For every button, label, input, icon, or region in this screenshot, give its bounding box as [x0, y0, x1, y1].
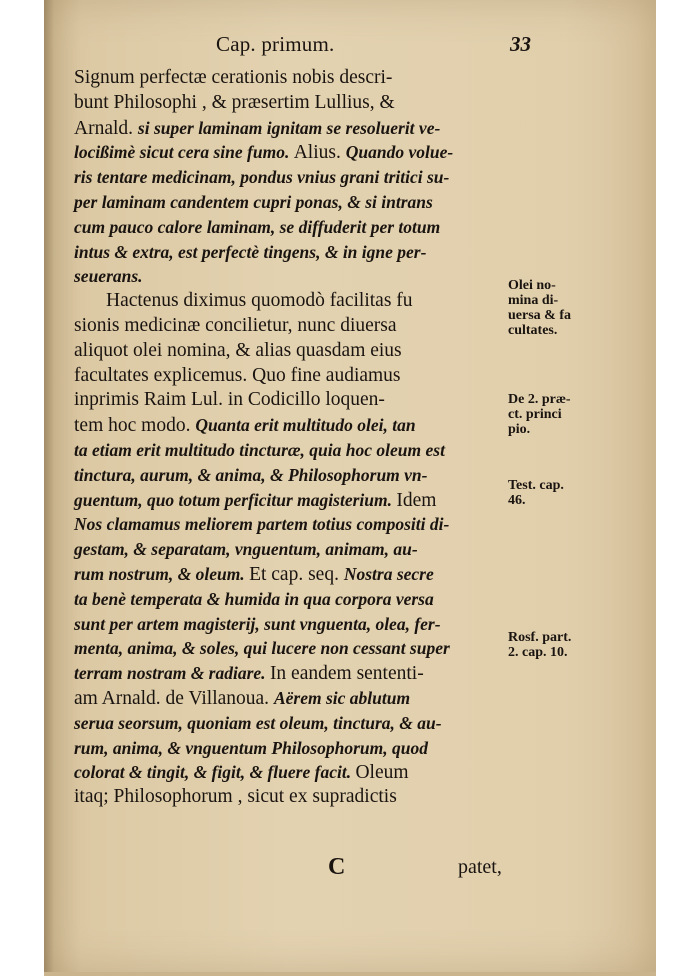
text-line — [74, 736, 514, 761]
italic-quotation: gestam, & separatam, vnguentum, animam, au- — [74, 539, 418, 560]
text-line — [74, 66, 514, 91]
text-line — [74, 711, 514, 736]
text-line — [74, 264, 514, 289]
signature-mark: C — [328, 854, 346, 880]
text-line — [74, 339, 514, 364]
roman-text: Arnald. — [74, 117, 138, 139]
text-line — [74, 463, 514, 488]
italic-quotation: seuerans. — [74, 266, 143, 287]
text-line — [74, 289, 514, 314]
text-line — [74, 488, 514, 513]
margin-note-line: Olei no- — [508, 278, 556, 293]
italic-quotation: guentum, quo totum perficitur magisterium. — [74, 489, 397, 510]
roman-text: Alius. — [293, 142, 346, 164]
roman-text: tem hoc modo. — [74, 415, 196, 437]
catchword: patet, — [458, 856, 502, 878]
text-line — [74, 91, 514, 116]
italic-quotation: rum nostrum, & oleum. — [74, 563, 250, 584]
margin-note-line: Test. cap. — [508, 478, 564, 493]
text-line — [74, 661, 514, 686]
margin-note-line: 46. — [508, 493, 526, 508]
italic-quotation: ris tentare medicinam, pondus vnius grani tritici su- — [74, 167, 450, 188]
italic-quotation: serua seorsum, quoniam est oleum, tinctura, & au- — [74, 712, 442, 733]
text-line — [74, 364, 514, 389]
text-line — [74, 165, 514, 190]
italic-quotation: Nos clamamus meliorem partem totius compositi di- — [74, 514, 450, 535]
text-line — [74, 587, 514, 612]
running-head: Cap. primum. — [216, 32, 335, 56]
roman-text: bunt Philosophi , & præsertim Lullius, & — [74, 91, 395, 113]
page-header — [44, 30, 656, 60]
italic-quotation: per laminam candentem cupri ponas, & si intrans — [74, 191, 433, 212]
folio-number: 33 — [510, 32, 531, 56]
text-line — [74, 562, 514, 587]
italic-quotation: sunt per artem magisterij, sunt vnguenta, olea, fer- — [74, 613, 441, 634]
text-line — [74, 512, 514, 537]
text-line — [74, 438, 514, 463]
margin-note — [508, 392, 571, 437]
margin-note-line: pio. — [508, 422, 531, 437]
roman-text: Et cap. seq. — [249, 563, 344, 585]
roman-text: Oleum — [355, 762, 409, 784]
margin-note-line: Rosf. part. — [508, 630, 572, 645]
italic-quotation: ta benè temperata & humida in qua corpora versa — [74, 588, 434, 609]
roman-text: inprimis Raim Lul. in Codicillo loquen- — [74, 389, 385, 411]
text-line — [74, 636, 514, 661]
roman-text: In eandem sententi- — [269, 663, 424, 685]
text-line — [74, 686, 514, 711]
roman-text: Signum perfectæ cerationis nobis descri- — [74, 67, 393, 88]
text-line — [74, 140, 514, 165]
italic-quotation: tinctura, aurum, & anima, & Philosophorum vn- — [74, 464, 428, 485]
roman-text: sionis medicinæ concilietur, nunc diuersa — [74, 314, 397, 336]
italic-quotation: rum, anima, & vnguentum Philosophorum, quod — [74, 737, 428, 758]
roman-text: am Arnald. de Villanoua. — [74, 687, 274, 709]
margin-note — [508, 278, 571, 338]
roman-text: aliquot olei nomina, & alias quasdam eius — [74, 339, 402, 361]
margin-note-line: 2. cap. 10. — [508, 645, 568, 660]
margin-note-line: De 2. præ- — [508, 392, 571, 407]
italic-quotation: Quanta erit multitudo olei, tan — [195, 415, 416, 436]
text-line — [74, 760, 514, 785]
text-line — [74, 413, 514, 438]
italic-quotation: Quando volue- — [345, 142, 454, 163]
margin-note-line: mina di- — [508, 293, 559, 308]
margin-note-line: uersa & fa — [508, 308, 571, 323]
margin-note — [508, 630, 571, 660]
roman-text: Idem — [396, 489, 437, 511]
text-line — [74, 612, 514, 637]
roman-text: facultates explicemus. Quo fine audiamus — [74, 364, 401, 386]
italic-quotation: Aërem sic ablutum — [273, 687, 411, 708]
text-line — [74, 240, 514, 265]
italic-quotation: colorat & tingit, & figit, & fluere facit. — [74, 762, 356, 783]
roman-text: Hactenus diximus quomodò facilitas fu — [106, 290, 413, 312]
margin-note — [508, 478, 564, 508]
italic-quotation: si super laminam ignitam se resoluerit ve- — [137, 117, 441, 138]
italic-quotation: Nostra secre — [343, 563, 434, 584]
text-line — [74, 388, 514, 413]
italic-quotation: menta, anima, & soles, qui lucere non cessant super — [74, 638, 450, 659]
italic-quotation: cum pauco calore laminam, se diffuderit per totum — [74, 216, 441, 237]
italic-quotation: ta etiam erit multitudo tincturæ, quia hoc oleum est — [74, 439, 445, 460]
text-line — [74, 190, 514, 215]
text-line — [74, 314, 514, 339]
body-text — [74, 66, 514, 810]
text-line — [74, 215, 514, 240]
margin-note-line: cultates. — [508, 323, 558, 338]
text-line — [74, 116, 514, 141]
page-bottom-edge — [44, 972, 656, 976]
text-line — [74, 785, 514, 810]
italic-quotation: terram nostram & radiare. — [74, 663, 270, 684]
text-line — [74, 537, 514, 562]
italic-quotation: locißimè sicut cera sine fumo. — [74, 142, 294, 163]
roman-text: itaq; Philosophorum , sicut ex supradictis — [74, 786, 397, 808]
italic-quotation: intus & extra, est perfectè tingens, & in igne per- — [74, 241, 427, 262]
margin-note-line: ct. princi — [508, 407, 562, 422]
page-gutter-shadow — [44, 0, 54, 972]
